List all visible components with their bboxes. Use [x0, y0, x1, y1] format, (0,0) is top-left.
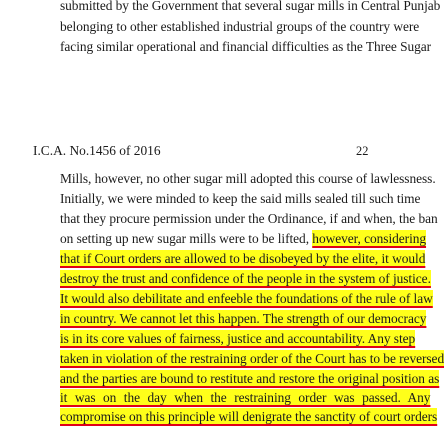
prev-page-line-1: submitted by the Government that several sugar mills in Central Punjab: [60, 0, 441, 13]
highlighted-text: however, considering: [312, 231, 427, 246]
highlighted-text: taken in violation of the restraining order of the Court has to be reversed: [60, 351, 444, 366]
highlighted-text: and the parties are bound to restitute and restore the original position as: [60, 371, 440, 386]
body-line-1: Mills, however, no other sugar mill adopted this course of lawlessness.: [60, 171, 436, 186]
highlighted-text: it was on the day when the restraining order was passed. Any: [60, 390, 431, 405]
prev-page-line-3: facing similar operational and financial difficulties as the Three Sugar: [60, 39, 432, 54]
body-line-10: [60, 351, 444, 367]
prev-page-line-2: belonging to other established industrial groups of the country were: [60, 19, 420, 34]
page-break: [0, 62, 400, 110]
highlighted-text: compromise on this principle will denigrate the sanctity of court orders: [60, 409, 438, 424]
highlighted-text: that if Court orders are allowed to be disobeyed by the elite, it would: [60, 251, 426, 266]
page-number: 22: [356, 144, 369, 158]
body-line-6: [60, 271, 431, 287]
body-line-5: [60, 251, 425, 267]
case-number-header: I.C.A. No.1456 of 2016: [33, 143, 161, 158]
body-line-2: Initially, we were minded to keep the said mills sealed till such time: [60, 191, 421, 206]
body-line-7: [60, 291, 433, 307]
body-line-8: [60, 311, 426, 327]
body-line-4: on setting up new sugar mills were to be lifted, however, considering: [60, 231, 427, 246]
highlighted-text: destroy the trust and confidence of the people in the system of justice.: [60, 271, 431, 286]
highlighted-text: is in its core values of fairness, justice and accountability. Any step: [60, 331, 416, 346]
body-line-12: [60, 390, 430, 406]
body-line-9: [60, 331, 415, 347]
body-line-3: that they procure permission under the Ordinance, if and when, the ban: [60, 211, 438, 226]
body-line-11: [60, 371, 439, 387]
highlighted-text: in country. We cannot let this happen. The strength of our democracy: [60, 311, 427, 326]
highlighted-text: It would also debilitate and enfeeble the foundations of the rule of law: [60, 291, 433, 306]
body-line-13: [60, 409, 437, 425]
